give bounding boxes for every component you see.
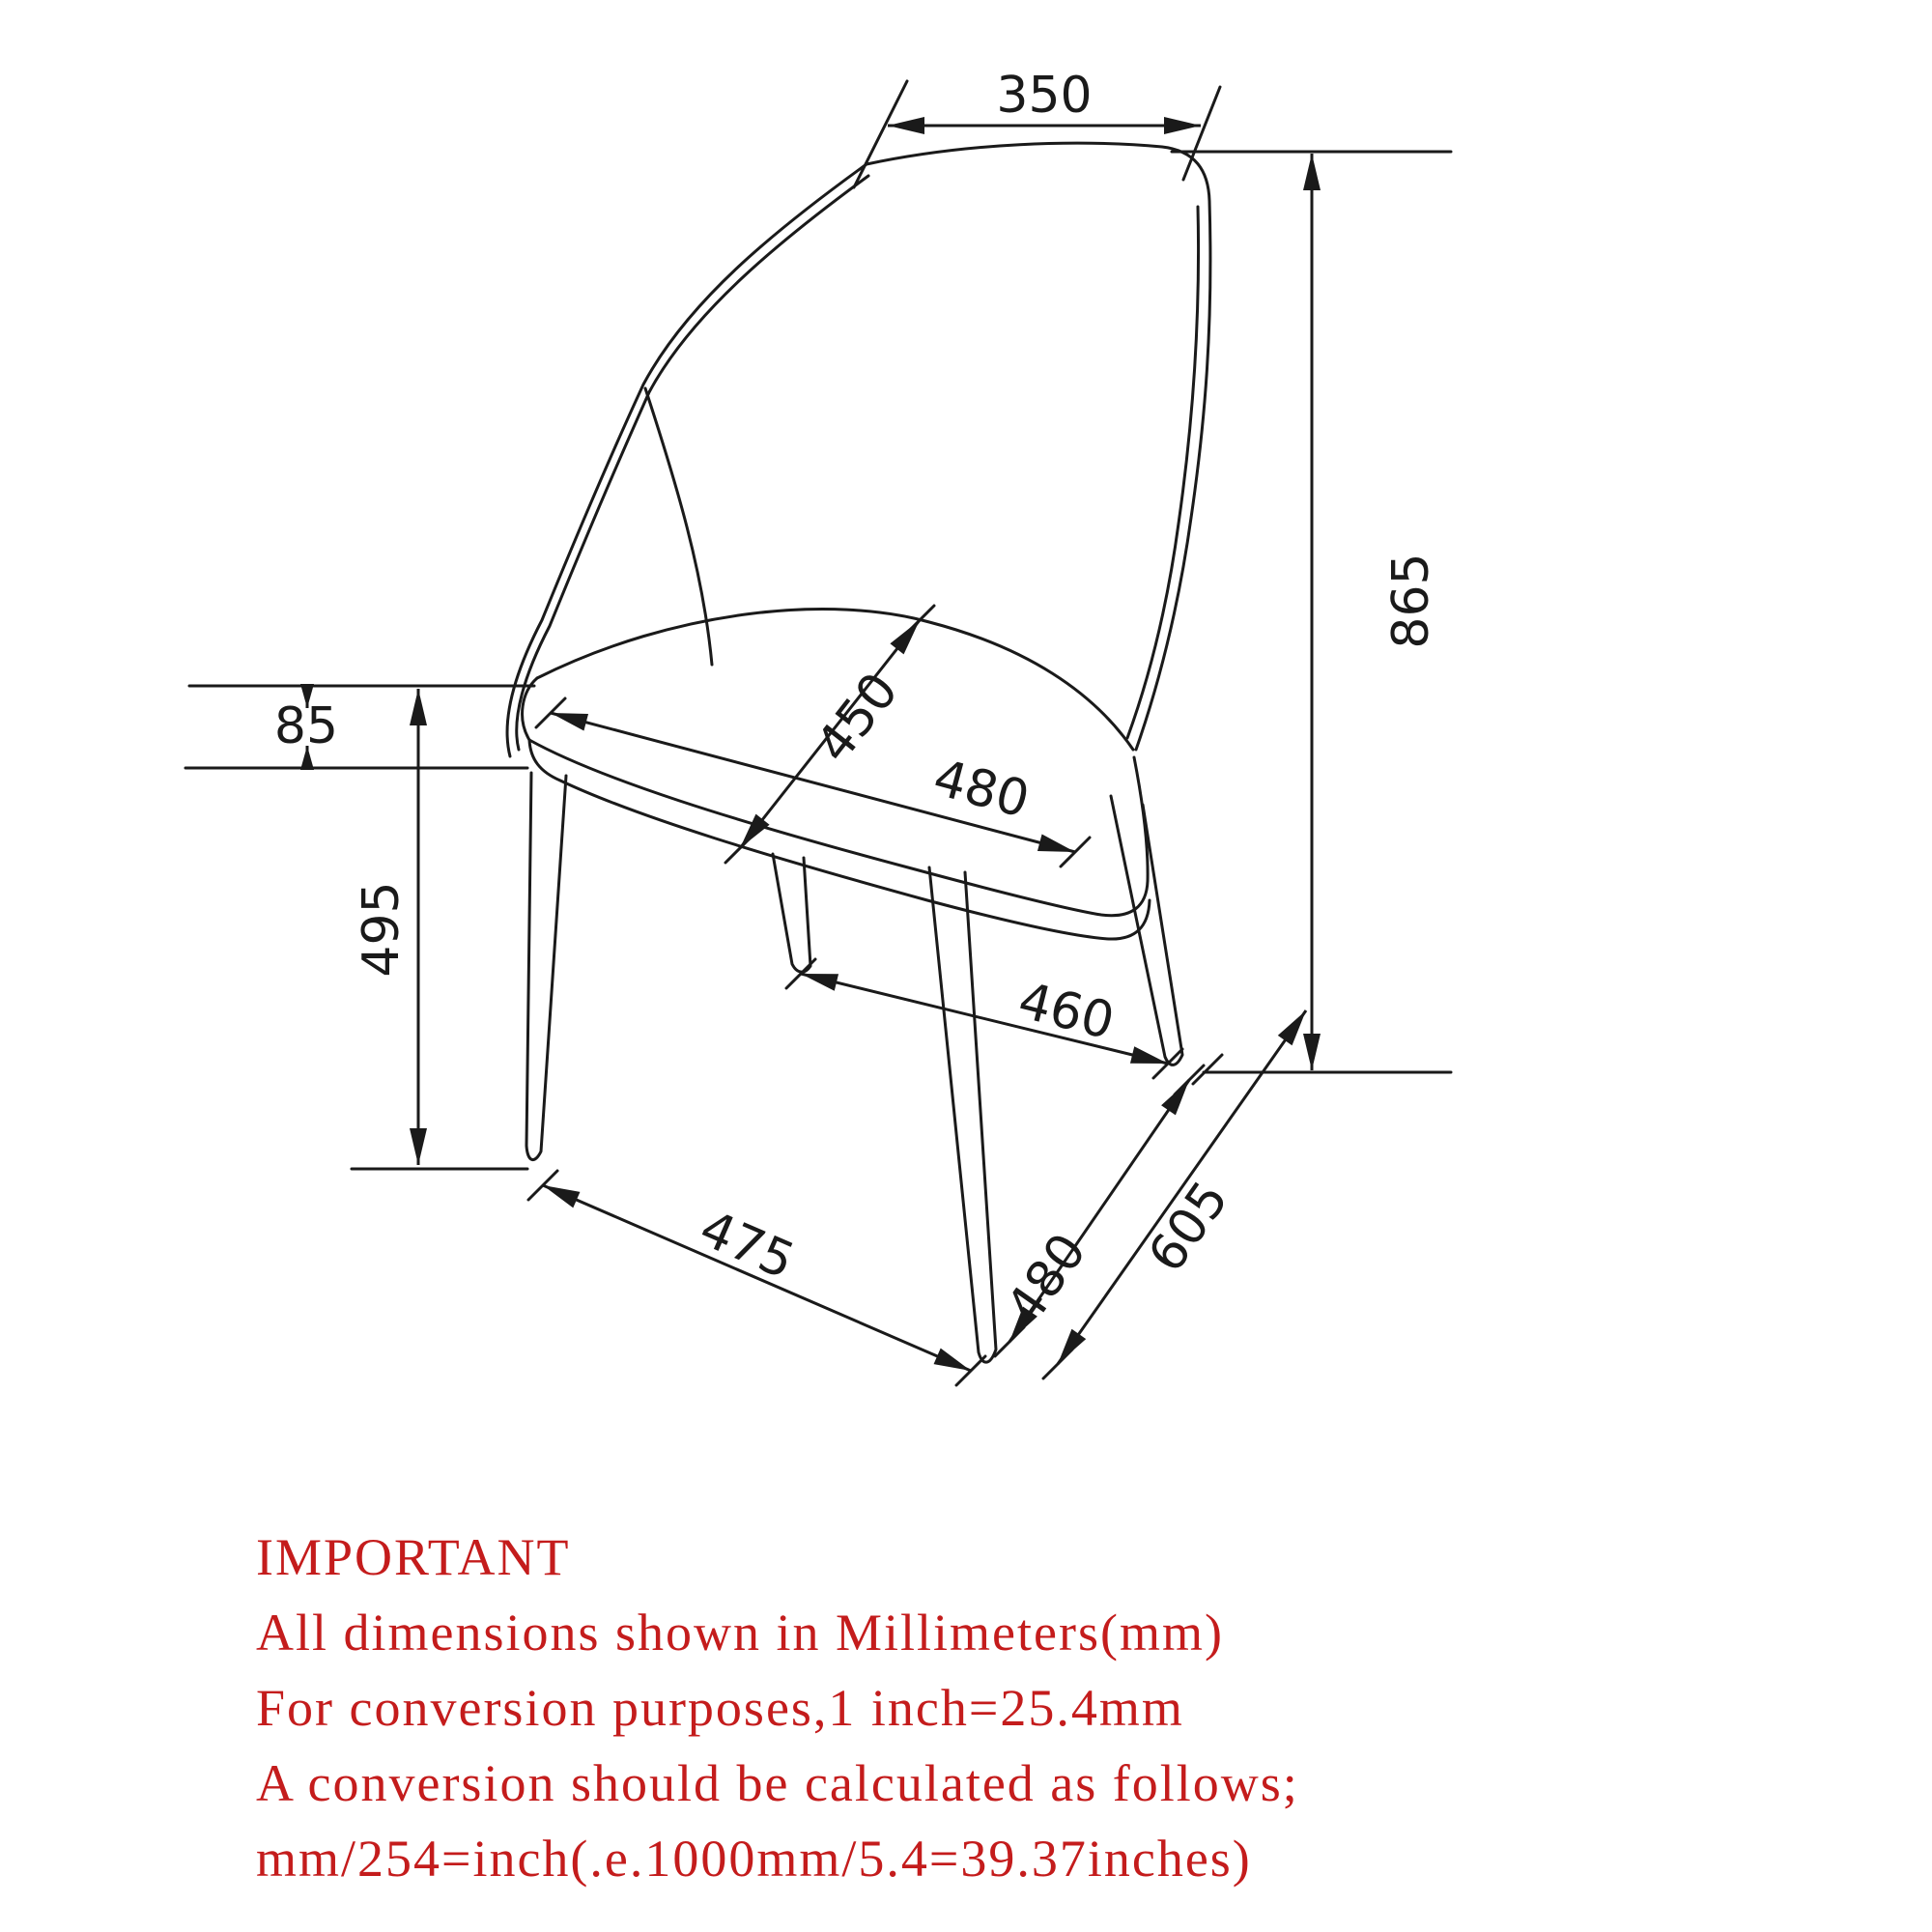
dim-label-front-feet-span: 475 (691, 1199, 803, 1292)
notes-title: IMPORTANT (256, 1528, 571, 1586)
notes-line-conversion-example: mm/254=inch(.e.1000mm/5.4=39.37inches) (256, 1830, 1252, 1888)
dim-label-rear-feet-span: 460 (1012, 971, 1121, 1052)
dim-label-side-feet-span: 480 (995, 1223, 1098, 1336)
dim-label-overall-height: 865 (1382, 553, 1440, 649)
notes-line-conversion-rule: A conversion should be calculated as follows; (256, 1754, 1299, 1812)
dim-label-seat-depth: 450 (805, 662, 910, 774)
notes-line-units: All dimensions shown in Millimeters(mm) (256, 1604, 1224, 1662)
dim-label-overall-depth: 605 (1137, 1171, 1240, 1284)
dim-label-back-width: 350 (996, 67, 1093, 125)
notes-line-conversion-factor: For conversion purposes,1 inch=25.4mm (256, 1679, 1184, 1737)
dim-label-cushion-thickness: 85 (273, 697, 339, 755)
dim-label-seat-height: 495 (353, 881, 411, 978)
dim-label-seat-width: 480 (927, 749, 1036, 830)
